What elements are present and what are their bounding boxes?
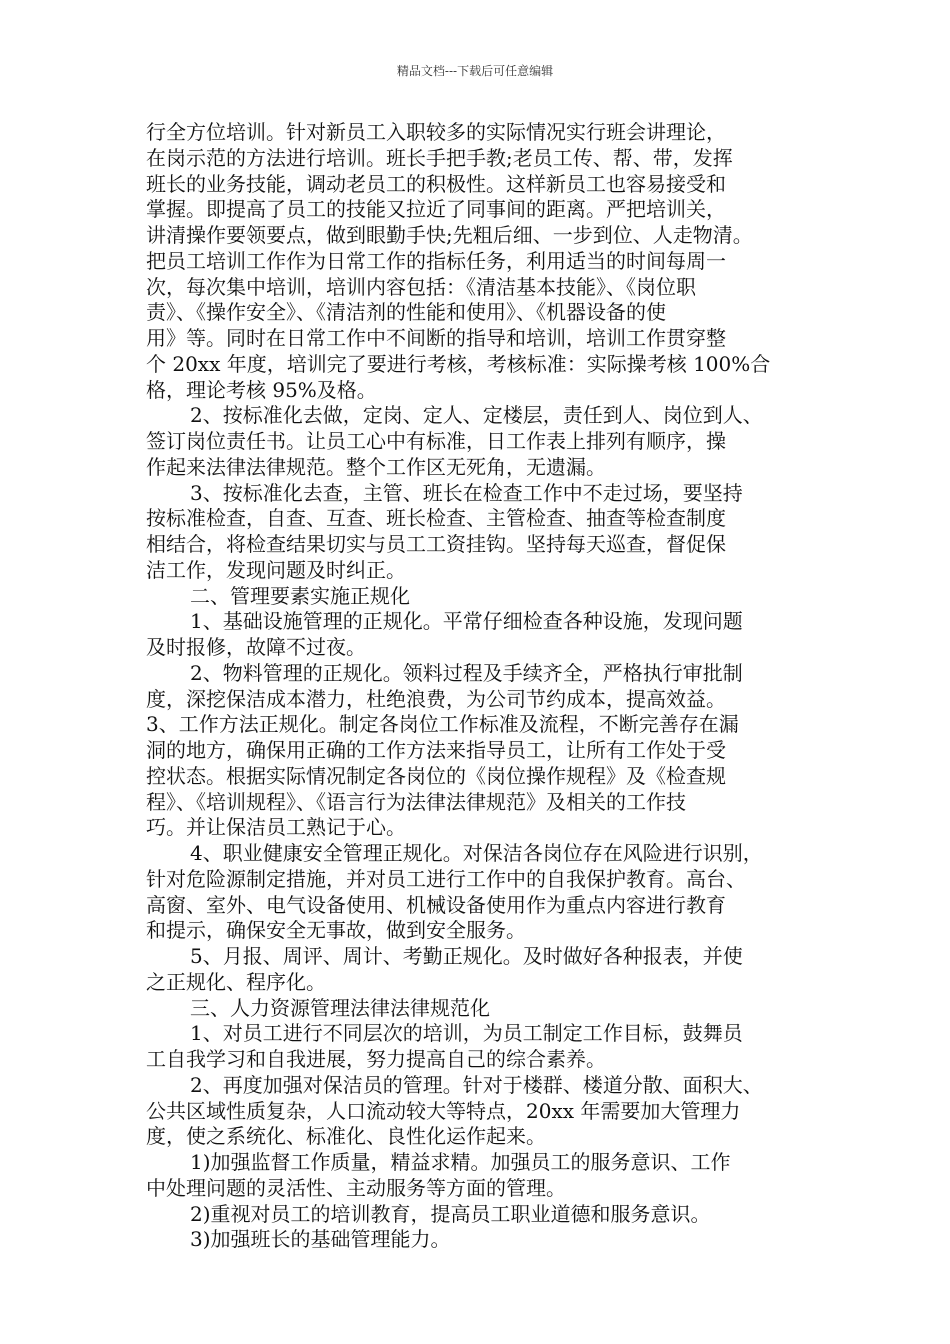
text-line: 高窗、室外、电气设备使用、机械设备使用作为重点内容进行教育 — [146, 892, 726, 917]
text-line: 签订岗位责任书。让员工心中有标准，日工作表上排列有顺序，操 — [146, 429, 726, 453]
paragraph-start-line: 2、再度加强对保洁员的管理。针对于楼群、楼道分散、面积大、 — [190, 1072, 763, 1097]
text-line: 掌握。即提高了员工的技能又拉近了同事间的距离。严把培训关， — [146, 197, 726, 222]
text-line: 在岗示范的方法进行培训。班长手把手教;老员工传、帮、带，发挥 — [146, 145, 733, 170]
section-heading: 三、人力资源管理法律法律规范化 — [190, 995, 490, 1020]
text-line: 3、工作方法正规化。制定各岗位工作标准及流程，不断完善存在漏 — [146, 712, 739, 737]
paragraph-start-line: 3)加强班长的基础管理能力。 — [190, 1227, 451, 1252]
section-heading: 二、管理要素实施正规化 — [190, 583, 410, 608]
text-line: 及时报修，故障不过夜。 — [146, 635, 366, 659]
text-line: 洞的地方，确保用正确的工作方法来指导员工，让所有工作处于受 — [146, 738, 726, 762]
text-line: 个 20xx 年度，培训完了要进行考核，考核标准：实际操考核 100%合 — [146, 351, 771, 376]
text-line: 相结合，将检查结果切实与员工工资挂钩。坚持每天巡查，督促保 — [146, 532, 726, 556]
text-line: 度，使之系统化、标准化、良性化运作起来。 — [146, 1124, 546, 1149]
text-line: 针对危险源制定措施，并对员工进行工作中的自我保护教育。高台、 — [146, 866, 746, 891]
paragraph-start-line: 2、按标准化去做，定岗、定人、定楼层，责任到人、岗位到人、 — [190, 403, 763, 428]
text-line: 之正规化、程序化。 — [146, 969, 326, 994]
text-line: 行全方位培训。针对新员工入职较多的实际情况实行班会讲理论， — [146, 120, 726, 144]
text-line: 程》、《培训规程》、《语言行为法律法律规范》及相关的工作技 — [146, 789, 686, 814]
text-line: 讲清操作要领要点，做到眼勤手快;先粗后细、一步到位、人走物清。 — [146, 223, 753, 247]
text-line: 按标准检查，自查、互查、班长检查、主管检查、抽查等检查制度 — [146, 506, 726, 531]
text-line: 洁工作，发现问题及时纠正。 — [146, 557, 406, 582]
text-line: 中处理问题的灵活性、主动服务等方面的管理。 — [146, 1175, 566, 1200]
text-line: 控状态。根据实际情况制定各岗位的《岗位操作规程》及《检查规 — [146, 763, 726, 788]
text-line: 作起来法律法律规范。整个工作区无死角，无遗漏。 — [146, 454, 606, 479]
text-line: 度，深挖保洁成本潜力，杜绝浪费，为公司节约成本，提高效益。 — [146, 686, 726, 711]
text-line: 次，每次集中培训，培训内容包括：《清洁基本技能》、《岗位职 — [146, 274, 696, 299]
text-line: 格，理论考核 95%及格。 — [146, 377, 377, 402]
paragraph-start-line: 1、基础设施管理的正规化。平常仔细检查各种设施，发现问题 — [190, 609, 743, 634]
text-line: 把员工培训工作作为日常工作的指标任务，利用适当的时间每周一 — [146, 248, 726, 273]
text-line: 工自我学习和自我进展，努力提高自己的综合素养。 — [146, 1047, 606, 1071]
document-body — [146, 120, 816, 1253]
text-line: 用》等。同时在日常工作中不间断的指导和培训，培训工作贯穿整 — [146, 326, 726, 350]
text-line: 和提示，确保安全无事故，做到安全服务。 — [146, 918, 526, 943]
text-line: 责》、《操作安全》、《清洁剂的性能和使用》、《机器设备的使 — [146, 300, 666, 325]
text-line: 巧。并让保洁员工熟记于心。 — [146, 815, 406, 840]
paragraph-start-line: 5、月报、周评、周计、考勤正规化。及时做好各种报表，并使 — [190, 944, 743, 968]
paragraph-start-line: 2、物料管理的正规化。领料过程及手续齐全，严格执行审批制 — [190, 660, 743, 685]
paragraph-start-line: 4、职业健康安全管理正规化。对保洁各岗位存在风险进行识别， — [190, 841, 763, 865]
page-header: 精品文档---下载后可任意编辑 — [396, 64, 554, 78]
paragraph-start-line: 2)重视对员工的培训教育，提高员工职业道德和服务意识。 — [190, 1201, 711, 1226]
text-line: 公共区域性质复杂，人口流动较大等特点，20xx 年需要加大管理力 — [146, 1098, 741, 1123]
paragraph-start-line: 1、对员工进行不同层次的培训，为员工制定工作目标，鼓舞员 — [190, 1021, 743, 1046]
paragraph-start-line: 3、按标准化去查，主管、班长在检查工作中不走过场，要坚持 — [190, 480, 743, 505]
paragraph-start-line: 1)加强监督工作质量，精益求精。加强员工的服务意识、工作 — [190, 1150, 731, 1174]
text-line: 班长的业务技能，调动老员工的积极性。这样新员工也容易接受和 — [146, 171, 726, 196]
